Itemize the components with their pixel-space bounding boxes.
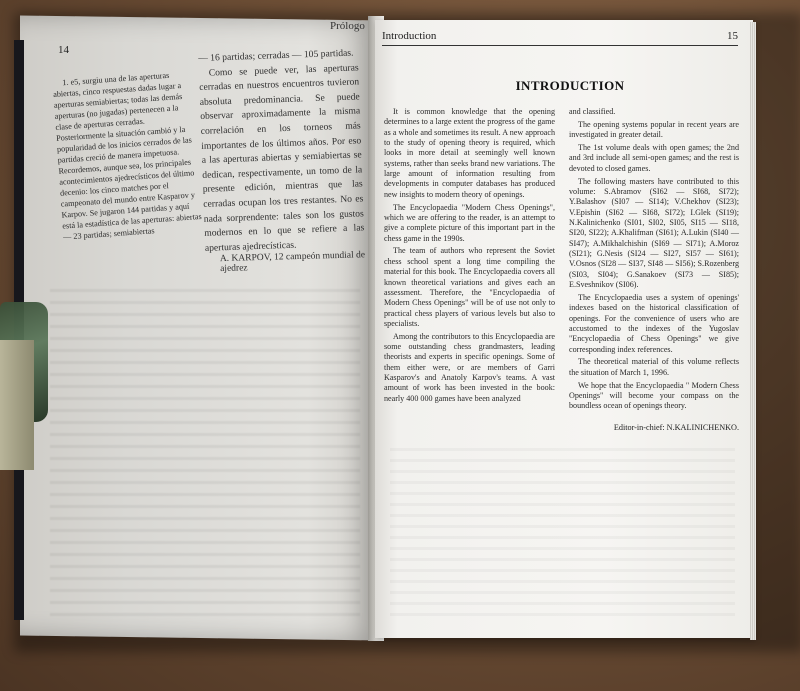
left-page-show-through — [50, 280, 360, 620]
right-running-head: Introduction — [382, 30, 437, 42]
editor-signature: Editor-in-chief: N.KALINICHENKO. — [613, 423, 739, 432]
intro-paragraph: The Encyclopaedia "Modern Chess Openings", which we are offering to the reader, is an attempt to give a complete picture of this important part in the chess game in the 1990s. — [384, 202, 555, 243]
left-col2-paragraph-2: Como se puede ver, las aperturas cerradas en nuestros encuentros tuvieron absoluta predominancia. Se puede observar aproximadamente la misma correlación en los torneos más importantes de los últimos años. Por eso a las aperturas abiertas y semiabiertas se dedican, respectivamente, un tomo de la presente edición, mientras que las cerradas ocupan los tres restantes. No es nada sorprendente: tales son los gustos modernos en lo que se refiere a las aperturas ajedrecísticas. — [199, 62, 365, 254]
page-stack-edge — [750, 22, 756, 640]
left-column-2 — [198, 46, 365, 256]
intro-paragraph: The Encyclopaedia uses a system of openings' indexes based on the historical classification of openings. For the convenience of users who are accustomed to the indexes of the Yugoslav "Encyclopaedia of Chess Openings" we give corresponding index references. — [569, 292, 739, 354]
right-header — [382, 30, 738, 46]
intro-paragraph: It is common knowledge that the opening determines to a large extent the progress of the game as a whole and sometimes its result. A new approach to the study of opening theory is required, which looks in more detail at seemingly well known systems, rather than seeks brand new variations. The large amount of information resulting from developments in computer databases has produced new insights to modern theory of openings. — [384, 107, 555, 199]
left-column-1 — [52, 68, 203, 242]
right-page-number: 15 — [727, 30, 738, 42]
intro-paragraph: The following masters have contributed to this volume: S.Abramov (SI62 — SI68, SI72); Y.Balashov (SI07 — SI14); V.Chekhov (SI23); V.Epishin (SI62 — SI68, SI72); I.Glek (SI19); N.Kalinichenko (SI01, SI02, SI05, SI15 — SI18, SI20, SI22); A.Khalifman (SI61); A.Lukin (SI40 — SI47); A.Mikhalchishin (SI69 — SI71); A.Moroz (SI21); G.Nesis (SI24 — SI27, SI57 — SI61); V.Osnos (SI28 — SI37, SI48 — SI56); S.Rozenberg (SI03, SI04); G.Sanakoev (SI73 — SI85); E.Sveshnikov (SI06). — [569, 176, 739, 289]
page-title: INTRODUCTION — [515, 78, 625, 93]
right-column-1 — [384, 107, 555, 407]
intro-paragraph: Among the contributors to this Encyclopaedia are some outstanding chess grandmasters, leading theorists and experts in specific openings. Some of them either were, or are members of Garri Kasparov's and Anatoly Karpov's teams. A vast amount of work has been invested in the book: nearly 400 000 games have been analyzed — [384, 331, 555, 403]
header-rule — [382, 45, 738, 46]
left-page-number: 14 — [58, 44, 69, 56]
right-page-show-through — [390, 440, 735, 620]
intro-paragraph: The 1st volume deals with open games; the 2nd and 3rd include all semi-open games; and the rest is devoted to closed games. — [569, 143, 739, 173]
intro-paragraph: We hope that the Encyclopaedia " Modern Chess Openings" will become your compass on the boundless ocean of openings theory. — [569, 380, 739, 411]
left-running-head: Prólogo — [330, 20, 365, 32]
left-col2-paragraph-1: — 16 partidas; cerradas — 105 partidas. — [198, 47, 354, 64]
left-col1-paragraph: 1. e5, surgiu una de las aperturas abiertas, cinco respuestas dadas lugar a aperturas semiabiertas; todas las demás aperturas (no jugadas) pertenecen a la clase de aperturas cerradas. Posteriormente la situación cambió y la popularidad de los inicios cerrados de las partidas creció de manera impetuosa. Recordemos, aunque sea, los principales acontecimientos ajedrecísticos del último decenio: los cinco matches por el campeonato del mundo entre Kasparov y Karpov. Se jugaron 144 partidas y aquí está la estadística de las aperturas: abiertas — 23 partidas; semiabiertas — [52, 70, 202, 242]
clip-holder — [0, 340, 34, 470]
left-signature: A. KARPOV, 12 campeón mundial de ajedrez — [219, 250, 366, 275]
intro-paragraph: The opening systems popular in recent years are investigated in greater detail. — [569, 119, 739, 140]
intro-paragraph: and classified. — [569, 107, 616, 116]
intro-paragraph: The theoretical material of this volume reflects the situation of March 1, 1996. — [569, 357, 739, 377]
intro-paragraph: The team of authors who represent the Soviet chess school spent a long time compiling the material for this book. The Encyclopaedia covers all known theoretical variations and gives each an assessment. Therefore, the "Encyclopaedia of Modern Chess Openings" will be of use not only to practical chess players of various levels but also to specialists. — [384, 246, 555, 328]
right-column-2 — [569, 107, 739, 414]
